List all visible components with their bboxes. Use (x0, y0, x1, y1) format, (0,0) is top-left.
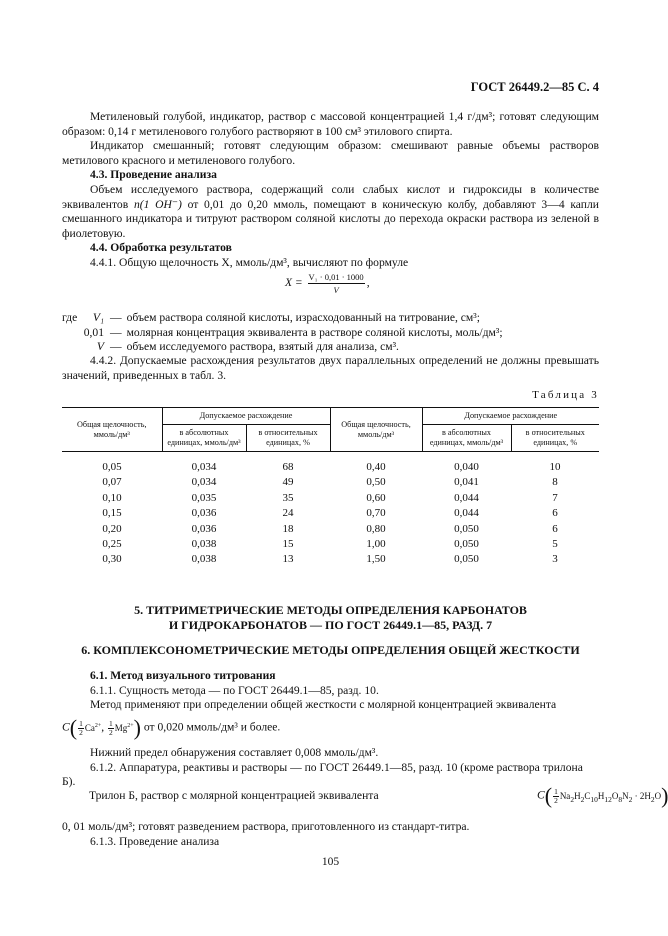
table-row (62, 491, 599, 506)
table-cell: 0,050 (454, 538, 479, 551)
table-cell: 68 (282, 461, 294, 473)
table-cell: 0,30 (102, 553, 122, 566)
table-cell: 0,70 (366, 507, 386, 520)
where-text: объем исследуемого раствора, взятый для анализа, см³. (126, 340, 399, 354)
ion-magnesium: $Mg^{2+}$ (114, 722, 134, 733)
paragraph-6-1-2: 6.1.2. Аппаратура, реактивы и растворы — по ГОСТ 26449.1—85, разд. 10 (кроме раствора трилона Б). (62, 760, 583, 789)
table-row (62, 452, 599, 476)
table-cell: 0,60 (366, 491, 386, 504)
formula-fraction (308, 272, 365, 295)
table-cell: 0,20 (102, 522, 122, 535)
table-row (62, 522, 599, 537)
table-cell: 0,40 (366, 461, 386, 473)
table-cell: 0,07 (102, 476, 122, 489)
paragraph-trilon (89, 783, 668, 808)
header-allowed-discrepancy: Допускаемое расхождение (422, 408, 599, 425)
table-cell: 1,50 (366, 553, 386, 566)
paragraph-mixed-indicator: Индикатор смешанный; готовят следующим образом: смешивают равные объемы растворов метилового красного и метиленового голубого. (62, 139, 599, 167)
formula-numerator: V₁ · 0,01 · 1000 (308, 272, 364, 282)
trilon-text: Трилон Б, раствор с молярной концентрацией эквивалента (89, 789, 379, 802)
section-5-heading (62, 603, 599, 633)
table-cell: 15 (282, 538, 294, 551)
paragraph-trilon-cont: 0, 01 моль/дм³; готовят разведением раствора, приготовленного из стандарт-титра. (62, 820, 470, 833)
table-cell: 13 (282, 553, 294, 566)
table-cell: 0,041 (454, 476, 479, 489)
where-symbol: V₁ (92, 311, 104, 324)
table-cell: 0,050 (454, 553, 479, 566)
where-dash: — (110, 340, 122, 354)
table-cell: 0,036 (191, 507, 217, 520)
header-total-alkalinity: Общая щелочность, ммоль/дм³ (330, 408, 422, 452)
header-total-alkalinity: Общая щелочность, ммоль/дм³ (62, 408, 162, 452)
table-3 (62, 407, 599, 568)
table-row (62, 475, 599, 490)
table-cell: 0,05 (102, 461, 122, 473)
table-caption: Таблица 3 (532, 389, 599, 401)
table-cell: 0,044 (454, 507, 479, 520)
formula-lhs: X = (285, 277, 303, 290)
table-cell: 49 (282, 476, 294, 489)
heading-4-3: 4.3. Проведение анализа (90, 168, 217, 182)
paragraph-6-1-3: 6.1.3. Проведение анализа (90, 834, 220, 848)
section-6-1-block (62, 669, 599, 713)
body-text-top (62, 110, 599, 271)
where-row (62, 340, 599, 355)
formula-alkalinity (285, 272, 370, 295)
table-row (62, 552, 599, 567)
where-lead (62, 326, 75, 341)
header-relative: в относительных единицах, % (511, 425, 599, 452)
paragraph-4-4-2: 4.4.2. Допускаемые расхождения результатов двух параллельных определений не должны превышать значений, приведенных в табл. 3. (62, 354, 599, 382)
table-cell: 0,25 (102, 538, 122, 551)
table-cell: 8 (552, 476, 558, 489)
table-cell: 0,80 (366, 522, 386, 535)
heading-4-4: 4.4. Обработка результатов (90, 241, 232, 255)
paragraph-6-1-1: 6.1.1. Сущность метода — по ГОСТ 26449.1—85, разд. 10. (90, 683, 379, 697)
where-text: объем раствора соляной кислоты, израсходованный на титрование, см³; (126, 311, 480, 324)
header-absolute: в абсолютных единицах, ммоль/дм³ (422, 425, 511, 452)
section-6-1-2-block (62, 746, 599, 790)
table-cell: 0,50 (366, 476, 386, 489)
formula-hardness-tail: от 0,020 ммоль/дм³ и более. (143, 720, 281, 734)
table-cell: 0,035 (191, 491, 217, 504)
header-allowed-discrepancy: Допускаемое расхождение (162, 408, 330, 425)
ion-calcium: $Ca^{2+}$ (84, 722, 102, 733)
table-cell: 0,036 (191, 522, 217, 535)
formula-hardness: C( $\frac{1}{2}$ $Ca^{2+}$, $\frac{1}{2}$ $Mg^{2+}$) от 0,020 ммоль/дм³ и более. (62, 715, 281, 740)
header-relative: в относительных единицах, % (246, 425, 330, 452)
page-number: 105 (321, 856, 340, 868)
where-symbol: V (96, 340, 104, 354)
table-cell: 0,044 (454, 491, 479, 504)
table-row (62, 537, 599, 552)
where-row (62, 311, 599, 326)
equivalent-notation: n(1 OH⁻) (133, 197, 182, 211)
paragraph-detection-limit: Нижний предел обнаружения составляет 0,008 ммоль/дм³. (90, 746, 379, 759)
where-block (62, 311, 599, 355)
table-cell: 0,050 (454, 522, 479, 535)
heading-6-1: 6.1. Метод визуального титрования (90, 669, 276, 682)
concentration-symbol: C (62, 720, 70, 734)
table-cell: 0,10 (102, 491, 122, 504)
table-cell: 3 (552, 553, 558, 566)
table-body (62, 452, 599, 568)
table-cell: 0,15 (102, 507, 122, 520)
table-cell: 10 (549, 461, 561, 473)
table-row (62, 506, 599, 521)
table-cell: 24 (282, 507, 294, 520)
section-5-line-2: И ГИДРОКАРБОНАТОВ — ПО ГОСТ 26449.1—85, РАЗД. 7 (168, 618, 493, 632)
page-header: ГОСТ 26449.2—85 С. 4 (470, 80, 599, 94)
table-cell: 7 (552, 491, 558, 504)
paragraph-4-4-1: 4.4.1. Общую щелочность X, ммоль/дм³, вычисляют по формуле (90, 255, 409, 269)
formula-tail: , (366, 277, 370, 290)
section-6-1-3-block (62, 820, 599, 849)
header-absolute: в абсолютных единицах, ммоль/дм³ (162, 425, 246, 452)
where-lead: где (62, 311, 78, 324)
table-cell: 18 (282, 522, 294, 535)
table-cell: 0,038 (191, 553, 217, 566)
formula-denominator: V (333, 285, 339, 295)
table-cell: 6 (552, 522, 558, 535)
paragraph-methylene-blue: Метиленовый голубой, индикатор, раствор с массовой концентрацией 1,4 г/дм³; готовят следующим образом: 0,14 г метиленового голубого растворяют в 100 см³ этилового спирта. (62, 110, 599, 138)
paragraph-6-1-1-method: Метод применяют при определении общей жесткости с молярной концентрацией эквивалента (90, 698, 557, 712)
where-symbol: 0,01 (83, 325, 104, 339)
where-dash: — (110, 311, 122, 324)
where-dash: — (110, 325, 122, 339)
table-cell: 0,034 (191, 476, 217, 489)
table-cell: 0,038 (191, 538, 217, 551)
table-cell: 6 (552, 507, 558, 520)
table-cell: 5 (552, 538, 558, 551)
section-5-line-1: 5. ТИТРИМЕТРИЧЕСКИЕ МЕТОДЫ ОПРЕДЕЛЕНИЯ КАРБОНАТОВ (134, 603, 527, 617)
table-cell: 0,040 (454, 461, 479, 473)
formula-trilon: C( $\frac{1}{2}$ $Na_2H_2C_{10}H_{12}O_8N_2 \cdot 2H_2O$) (537, 783, 668, 808)
table-cell: 35 (282, 491, 294, 504)
table-cell: 1,00 (366, 538, 386, 551)
where-lead (62, 340, 84, 355)
table-cell: 0,034 (191, 461, 217, 473)
paragraph-4-4-2-block (62, 354, 599, 383)
section-6-heading: 6. КОМПЛЕКСОНОМЕТРИЧЕСКИЕ МЕТОДЫ ОПРЕДЕЛЕНИЯ ОБЩЕЙ ЖЕСТКОСТИ (81, 643, 580, 657)
where-row (62, 326, 599, 341)
paragraph-4-3: Объем исследуемого раствора, содержащий соли слабых кислот и гидроксиды в количестве эквивалентов n(1 OH⁻) от 0,01 до 0,20 ммоль, помещают в коническую колбу, добавляют 3—4 капли смешанного индикатора и титруют раствором соляной кислоты до перехода окраски раствора из зеленой в фиолетовую. (62, 182, 599, 240)
where-text: молярная концентрация эквивалента в растворе соляной кислоты, моль/дм³; (126, 325, 503, 339)
